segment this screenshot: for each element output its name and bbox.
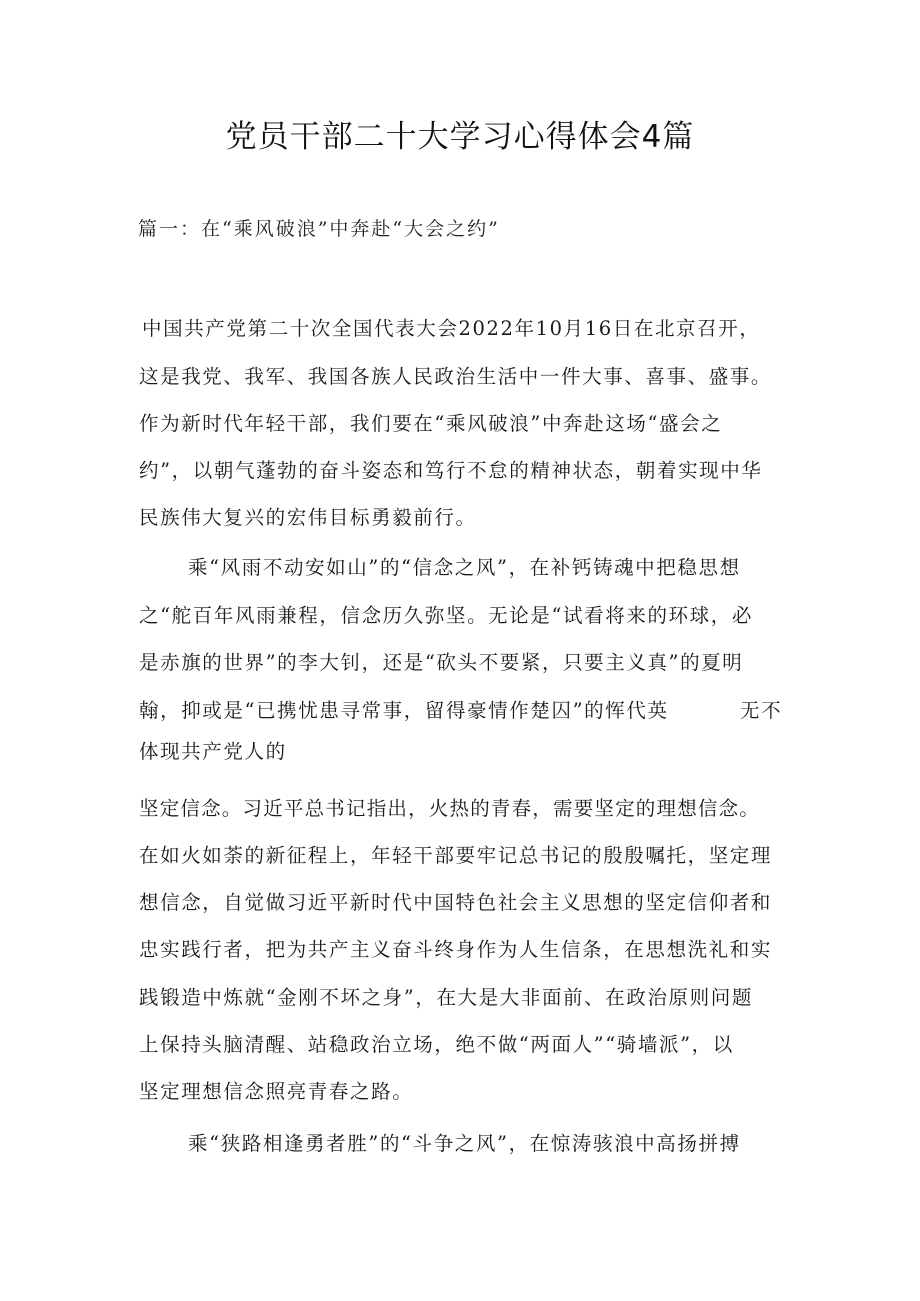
paragraph-line: 坚定信念。习近平总书记指出，火热的青春，需要坚定的理想信念。 [139,797,761,820]
paragraph-line: 中国共产党第二十次全国代表大会2022年10月16日在北京召开， [142,317,761,340]
paragraph-line: 坚定理想信念照亮青春之路。 [139,1080,414,1103]
paragraph-line: 想信念，自觉做习近平新时代中国特色社会主义思想的坚定信仰者和 [139,891,773,914]
paragraph-line: 作为新时代年轻干部，我们要在“乘风破浪”中奔赴这场“盛会之 [139,412,723,435]
paragraph-line: 践锻造中炼就“金刚不坏之身”，在大是大非面前、在政治原则问题 [139,986,753,1009]
paragraph-line: 无不 [740,699,783,722]
paragraph-line: 体现共产党人的 [139,740,287,763]
section-heading: 篇一：在“乘风破浪”中奔赴“大会之约” [138,218,500,240]
paragraph-line: 之“舵百年风雨兼程，信念历久弥坚。无论是“试看将来的环球，必 [139,604,753,627]
paragraph-line: 在如火如荼的新征程上，年轻干部要牢记总书记的殷殷嘱托，坚定理 [139,844,773,867]
paragraph-line: 忠实践行者，把为共产主义奋斗终身作为人生信条，在思想洗礼和实 [139,938,773,961]
paragraph-line: 这是我党、我军、我国各族人民政治生活中一件大事、喜事、盛事。 [139,365,773,388]
paragraph-line: 约”，以朝气蓬勃的奋斗姿态和笃行不怠的精神状态，朝着实现中华 [139,459,763,482]
paragraph-line: 乘“狭路相逢勇者胜”的“斗争之风”，在惊涛骇浪中高扬拼搏 [188,1132,741,1155]
paragraph-line: 乘“风雨不动安如山”的“信念之风”，在补钙铸魂中把稳思想 [188,556,741,579]
paragraph-line: 翰，抑或是“已携忧患寻常事，留得豪情作楚囚”的恽代英 [139,699,669,722]
paragraph-line: 是赤旗的世界”的李大钊，还是“砍头不要紧，只要主义真”的夏明 [139,651,744,674]
document-title: 党员干部二十大学习心得体会4篇 [225,119,695,155]
paragraph-line: 民族伟大复兴的宏伟目标勇毅前行。 [139,506,477,529]
paragraph-line: 上保持头脑清醒、站稳政治立场，绝不做“两面人”“骑墙派”，以 [139,1033,734,1056]
